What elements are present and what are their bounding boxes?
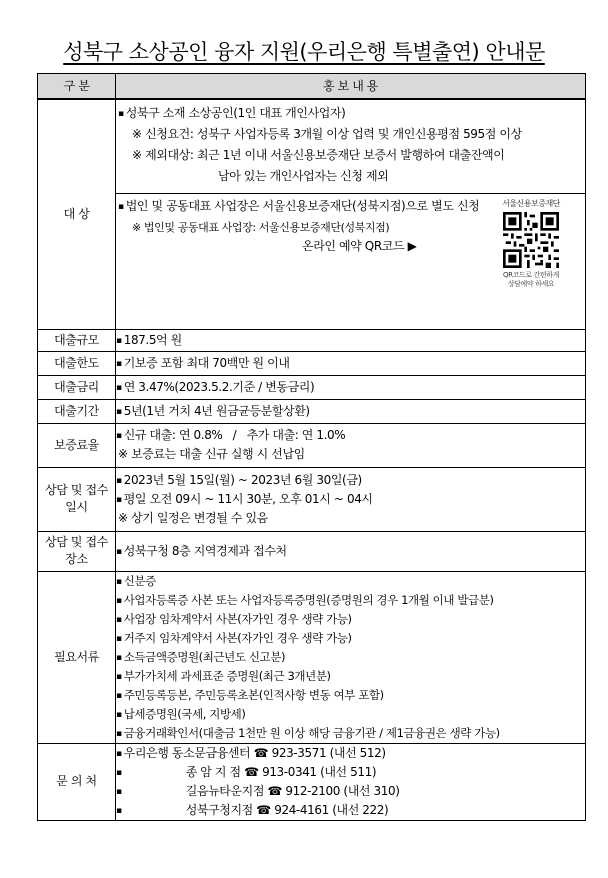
target-line-5: ▪ 법인 및 공동대표 사업장은 서울신용보증재단(성북지점)으로 별도 신청 xyxy=(118,196,585,217)
qr-sub-2: 상담예약 하세요 xyxy=(507,279,555,288)
doc-item: ▪ 납세증명원(국세, 지방세) xyxy=(116,705,585,724)
target-line-1: ▪ 성북구 소재 소상공인(1인 대표 개인사업자) xyxy=(118,103,585,124)
qr-code-icon[interactable] xyxy=(503,212,559,268)
label-scale: 대출규모 xyxy=(38,329,116,351)
content-contact xyxy=(116,743,586,820)
table-header-row xyxy=(38,74,586,99)
title-text: 성북구 소상공인 융자 지원(우리은행 특별출연) 안내문 xyxy=(63,40,545,64)
row-period xyxy=(38,399,586,423)
document-title xyxy=(0,36,608,66)
doc-item: ▪ 부가가치세 과세표준 증명원(최근 3개년분) xyxy=(116,667,585,686)
contact-text: 성북구청지점 ☎ 924-4161 (내선 222) xyxy=(185,802,389,817)
content-fee xyxy=(116,423,586,467)
schedule-line-2: ▪ 평일 오전 09시 ~ 11시 30분, 오후 01시 ~ 04시 xyxy=(116,490,585,509)
contact-item xyxy=(116,801,585,820)
online-reservation-label: 온라인 예약 QR코드 ▶ xyxy=(302,238,417,253)
row-target xyxy=(38,99,586,330)
row-contact xyxy=(38,743,586,820)
label-schedule: 상담 및 접수일시 xyxy=(38,467,116,531)
fee-line-2: ※ 보증료는 대출 신규 실행 시 선납임 xyxy=(118,447,305,461)
value-period: ▪ 5년(1년 거치 4년 원금균등분할상환) xyxy=(116,402,585,421)
label-target: 대 상 xyxy=(38,99,116,330)
contact-item: ▪ 우리은행 동소문금융센터 ☎ 923-3571 (내선 512) xyxy=(116,744,585,763)
header-content: 홍 보 내 용 xyxy=(116,74,586,99)
label-contact: 문 의 처 xyxy=(38,743,116,820)
content-place xyxy=(116,531,586,571)
schedule-line-3: ※ 상기 일정은 변경될 수 있음 xyxy=(118,510,268,525)
row-limit xyxy=(38,351,586,375)
doc-item: ▪ 거주지 임차계약서 사본(자가인 경우 생략 가능) xyxy=(116,629,585,648)
contact-text: 종 암 지 점 ☎ 913-0341 (내선 511) xyxy=(185,764,377,779)
label-limit: 대출한도 xyxy=(38,351,116,375)
value-limit: ▪ 기보증 포함 최대 70백만 원 이내 xyxy=(116,354,585,373)
row-place xyxy=(38,531,586,571)
qr-caption: 서울신용보증재단 xyxy=(502,198,560,208)
fee-line-1: ▪ 신규 대출: 연 0.8% / 추가 대출: 연 1.0% xyxy=(116,426,585,445)
label-rate: 대출금리 xyxy=(38,375,116,399)
content-target xyxy=(116,99,586,330)
contact-item xyxy=(116,782,585,801)
row-scale xyxy=(38,329,586,351)
row-docs xyxy=(38,571,586,743)
content-limit xyxy=(116,351,586,375)
contact-item xyxy=(116,763,585,782)
doc-item: ▪ 사업장 임차계약서 사본(자가인 경우 생략 가능) xyxy=(116,610,585,629)
qr-sub-1: QR코드로 간편하게 xyxy=(503,270,559,279)
notice-table xyxy=(37,73,586,821)
label-period: 대출기간 xyxy=(38,399,116,423)
content-docs xyxy=(116,571,586,743)
content-scale xyxy=(116,329,586,351)
doc-item: ▪ 주민등록등본, 주민등록초본(인적사항 변동 여부 포함) xyxy=(116,686,585,705)
content-rate xyxy=(116,375,586,399)
schedule-line-1: ▪ 2023년 5월 15일(월) ~ 2023년 6월 30일(금) xyxy=(116,471,585,490)
target-line-4: 남아 있는 개인사업자는 신청 제외 xyxy=(218,168,389,183)
row-schedule xyxy=(38,467,586,531)
doc-item: ▪ 금융거래확인서(대출금 1천만 원 이상 해당 금융기관 / 제1금융권은 생략 가능) xyxy=(116,724,585,743)
doc-item: ▪ 신분증 xyxy=(116,572,585,591)
target-line-2: ※ 신청요건: 성북구 사업자등록 3개월 이상 업력 및 개인신용평점 595점 이상 xyxy=(132,126,522,141)
doc-item: ▪ 사업자등록증 사본 또는 사업자등록증명원(증명원의 경우 1개월 이내 발급분) xyxy=(116,591,585,610)
row-rate xyxy=(38,375,586,399)
value-rate: ▪ 연 3.47%(2023.5.2.기준 / 변동금리) xyxy=(116,378,585,397)
label-place: 상담 및 접수장소 xyxy=(38,531,116,571)
row-fee xyxy=(38,423,586,467)
qr-area xyxy=(485,198,577,289)
content-period xyxy=(116,399,586,423)
header-category: 구 분 xyxy=(38,74,116,99)
doc-item: ▪ 소득금액증명원(최근년도 신고분) xyxy=(116,648,585,667)
label-docs: 필요서류 xyxy=(38,571,116,743)
value-place: ▪ 성북구청 8층 지역경제과 접수처 xyxy=(116,542,585,561)
value-scale: ▪ 187.5억 원 xyxy=(116,331,585,350)
label-fee: 보증료율 xyxy=(38,423,116,467)
target-line-3: ※ 제외대상: 최근 1년 이내 서울신용보증재단 보증서 발행하여 대출잔액이 xyxy=(132,147,505,162)
content-schedule xyxy=(116,467,586,531)
target-line-6: ※ 법인및 공동대표 사업장: 서울신용보증재단(성북지점) xyxy=(132,220,390,234)
contact-text: 길음뉴타운지점 ☎ 912-2100 (내선 310) xyxy=(185,783,400,798)
